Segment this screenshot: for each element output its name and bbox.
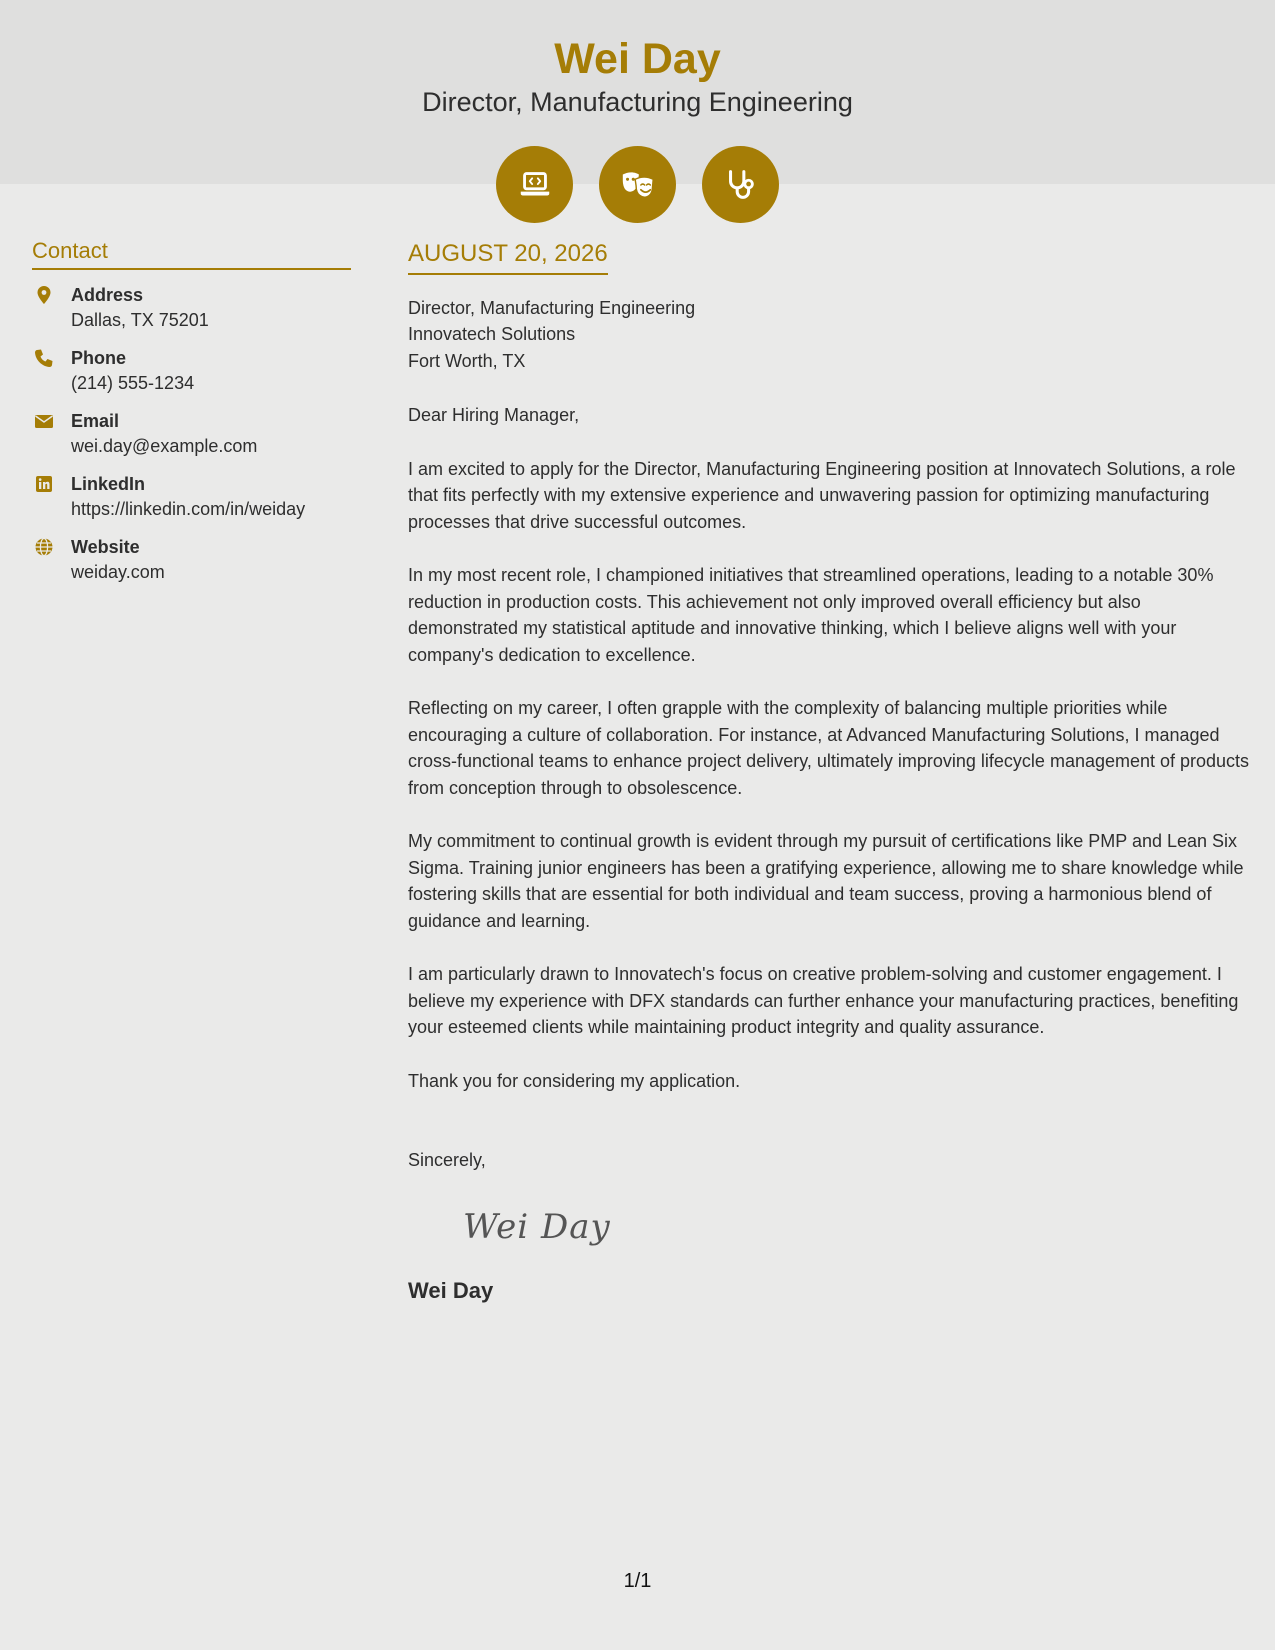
laptop-code-icon [496,146,573,223]
handwritten-signature: Wei Day [463,1206,611,1247]
contact-sidebar [32,238,351,585]
signed-name: Wei Day [408,1277,494,1303]
letter-paragraph: Reflecting on my career, I often grapple with the complexity of balancing multiple priorities while encouraging a culture of collaboration. For instance, at Advanced Manufacturing Solutions, I managed cross-functional teams to enhance project delivery, ultimately improving lifecycle management of products from conception through to obsolescence. [408,698,1250,798]
map-pin-icon [34,285,54,305]
page-number: 1/1 [623,1570,652,1592]
linkedin-icon [34,474,54,494]
recipient-title: Director, Manufacturing Engineering [408,297,696,318]
contact-item-website [32,535,351,585]
letter-paragraph: My commitment to continual growth is evident through my pursuit of certifications like PMP and Lean Six Sigma. Training junior engineers has been a gratifying experience, allowing me to share knowledge while fostering skills that are essential for both individual and team success, proving a harmonious blend of guidance and learning. [408,831,1244,931]
phone-value: (214) 555-1234 [71,373,195,394]
applicant-name: Wei Day [554,35,721,83]
contact-item-linkedin [32,472,351,522]
applicant-headline: Director, Manufacturing Engineering [422,87,853,117]
closing: Sincerely, [408,1150,486,1171]
stethoscope-icon [702,146,779,223]
theater-masks-icon [599,146,676,223]
contact-item-address [32,283,351,333]
header-icon-row [496,146,779,223]
contact-label: Address [71,285,144,306]
salutation: Dear Hiring Manager, [408,405,580,426]
phone-icon [34,348,54,368]
recipient-company: Innovatech Solutions [408,324,576,345]
contact-item-email [32,409,351,459]
address-value: Dallas, TX 75201 [71,310,209,331]
globe-icon [34,537,54,557]
recipient-location: Fort Worth, TX [408,350,526,371]
contact-label: LinkedIn [71,474,146,495]
contact-item-phone [32,346,351,396]
contact-label: Phone [71,348,127,369]
email-value[interactable]: wei.day@example.com [71,436,258,457]
letter-paragraph: In my most recent role, I championed initiatives that streamlined operations, leading to a notable 30% reduction in production costs. This achievement not only improved overall efficiency but also demonstrated my statistical aptitude and innovative thinking, which I believe aligns well with your company's dedication to excellence. [408,565,1214,665]
letter-date: AUGUST 20, 2026 [408,240,608,275]
recipient-block [408,295,1254,375]
contact-label: Email [71,411,120,432]
envelope-icon [34,411,54,431]
website-value[interactable]: weiday.com [71,562,165,583]
letter-paragraph: I am particularly drawn to Innovatech's focus on creative problem-solving and customer engagement. I believe my experience with DFX standards can further enhance your manufacturing practices, benefiting your esteemed clients while maintaining product integrity and quality assurance. [408,964,1239,1038]
letter-body [408,240,1254,1304]
letter-paragraph: I am excited to apply for the Director, Manufacturing Engineering position at Innovatech Solutions, a role that fits perfectly with my extensive experience and unwavering passion for optimizing manufacturing processes that drive successful outcomes. [408,458,1236,532]
linkedin-value[interactable]: https://linkedin.com/in/weiday [71,499,306,520]
letter-paragraph: Thank you for considering my application. [408,1070,741,1091]
contact-section-title: Contact [32,238,351,270]
contact-label: Website [71,537,140,558]
